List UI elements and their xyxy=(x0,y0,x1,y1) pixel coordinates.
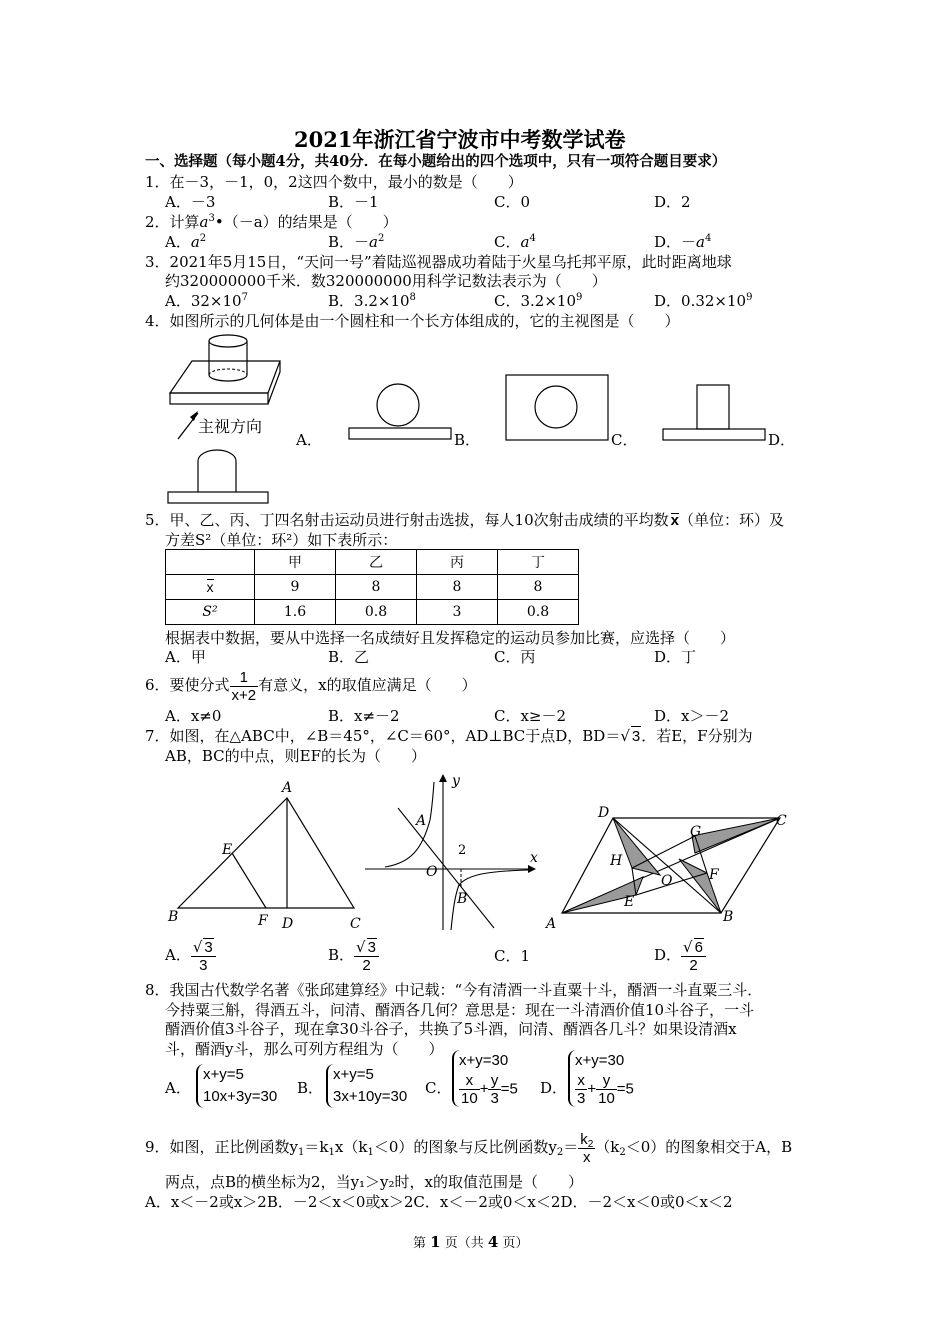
table-cell: x xyxy=(166,575,255,600)
q6-stem: 6．要使分式 $\frac{1}{x+2}$ 有意义，x的取值应满足（ ） xyxy=(145,668,477,704)
q4-option-d-view xyxy=(166,447,270,507)
point-label: D xyxy=(598,805,610,821)
q5-line3: 根据表中数据，要从中选择一名成绩好且发挥稳定的运动员参加比赛，应选择（ ） xyxy=(165,629,736,647)
q8-option-c[interactable]: x+y=30 $\frac{x}{10}$ + $\frac{y}{3}$ =5 xyxy=(452,1050,518,1107)
q5-option-a[interactable]: A．甲 xyxy=(165,648,206,666)
q3-option-b[interactable]: B．$3.2\times 10^8$ xyxy=(328,292,416,310)
q3-option-d[interactable]: D．$0.32\times 10^9$ xyxy=(654,292,753,310)
q7-triangle-figure xyxy=(160,778,370,936)
q2-option-d[interactable]: D．$-a^4$ xyxy=(654,233,712,251)
q8-line2: 今持粟三斛，得酒五斗，问清、醑酒各几何？意思是：现在一斗清酒价值10斗谷子，一斗 xyxy=(165,1001,755,1019)
q1-stem: 1．在－3，－1，0，2这四个数中，最小的数是（ ） xyxy=(145,173,523,191)
q5-line1: 5．甲、乙、丙、丁四名射击运动员进行射击选拔，每人10次射击成绩的平均数 x（单位：环）及 xyxy=(145,511,784,529)
q10-parallelogram-figure xyxy=(540,803,800,933)
table-cell: 8 xyxy=(417,575,498,600)
q9-line1: 9．如图，正比例函数$y_1=k_1x(k_1<0)$的图象与反比例函数$y_2=$ $\frac{k_2}{x}$ $(k_2<0)$的图象相交于A，B xyxy=(145,1130,793,1166)
q1-option-c[interactable]: C．0 xyxy=(494,193,531,211)
point-label: F xyxy=(709,867,719,883)
q5-option-c[interactable]: C．丙 xyxy=(494,648,536,666)
section-heading: 一、选择题（每小题4分，共40分．在每小题给出的四个选项中，只有一项符合题目要求） xyxy=(145,153,727,170)
q2-stem: 2．计算$a^3•(-a)$的结果是（ ） xyxy=(145,213,398,231)
table-cell: 8 xyxy=(498,575,579,600)
table-cell: 0.8 xyxy=(336,600,417,625)
table-cell: 1.6 xyxy=(255,600,336,625)
q8-option-c-label[interactable]: C． xyxy=(425,1079,452,1097)
q5-line2: 方差S²（单位：环²）如下表所示： xyxy=(165,531,398,549)
q7-option-b[interactable]: B． $\frac{√ 3}{2}$ xyxy=(328,936,379,974)
table-cell: S² xyxy=(166,600,255,625)
table-cell: 丁 xyxy=(498,550,579,575)
q3-line1: 3．2021年5月15日，“天问一号”着陆巡视器成功着陆于火星乌托邦平原，此时距离地球 xyxy=(145,253,732,271)
q9-line2: 两点，点B的横坐标为2，当y₁＞y₂时，x的取值范围是（ ） xyxy=(165,1173,584,1191)
table-cell: 3 xyxy=(417,600,498,625)
table-cell: 9 xyxy=(255,575,336,600)
q4-option-a[interactable]: A． xyxy=(296,431,322,449)
q4-option-b-view xyxy=(505,374,609,442)
q8-option-a[interactable]: x+y=5 10x+3y=30 xyxy=(196,1064,277,1108)
point-label: C xyxy=(350,916,361,932)
q4-option-b[interactable]: B． xyxy=(454,431,481,449)
q1-option-d[interactable]: D．2 xyxy=(654,193,691,211)
q7-option-a[interactable]: A． $\frac{√ 3}{3}$ xyxy=(165,936,216,974)
q8-option-b-label[interactable]: B． xyxy=(297,1079,324,1097)
q8-line1: 8．我国古代数学名著《张邱建算经》中记载：“今有清酒一斗直粟十斗，醑酒一斗直粟三斗． xyxy=(145,981,763,999)
q4-stem: 4．如图所示的几何体是由一个圆柱和一个长方体组成的，它的主视图是（ ） xyxy=(145,312,680,330)
page-title: 2021年浙江省宁波市中考数学试卷 xyxy=(294,127,626,152)
q7-option-c[interactable]: C．1 xyxy=(494,947,531,965)
point-label: G xyxy=(690,824,702,840)
q2-option-a[interactable]: A．$a^2$ xyxy=(165,233,207,251)
q4-direction-label: 主视方向 xyxy=(198,419,263,436)
q8-option-d[interactable]: x+y=30 $\frac{x}{3}$ + $\frac{y}{10}$ =5 xyxy=(568,1050,634,1107)
q6-option-d[interactable]: D．x＞－2 xyxy=(654,707,730,725)
point-label: F xyxy=(258,913,268,929)
table-cell: 0.8 xyxy=(498,600,579,625)
q8-option-a-label[interactable]: A． xyxy=(165,1079,191,1097)
table-cell: 乙 xyxy=(336,550,417,575)
q7-option-d[interactable]: D． $\frac{√ 6}{2}$ xyxy=(654,936,706,974)
q2-option-c[interactable]: C．$a^4$ xyxy=(494,233,536,251)
table-row xyxy=(166,575,579,600)
page-footer: 第 1 页（共 4 页） xyxy=(413,1233,529,1251)
q5-option-d[interactable]: D．丁 xyxy=(654,648,697,666)
point-label: B xyxy=(457,891,468,907)
q4-option-a-view xyxy=(347,380,453,445)
table-cell: 甲 xyxy=(255,550,336,575)
axis-label: x xyxy=(530,850,538,866)
point-label: O xyxy=(661,873,673,889)
q9-options[interactable]: A．x＜－2或x＞2B．－2＜x＜0或x＞2C．x＜－2或0＜x＜2D．－2＜x＜0或0＜x＜2 xyxy=(145,1193,733,1211)
point-label: B xyxy=(168,909,179,925)
q3-option-c[interactable]: C．$3.2\times 10^9$ xyxy=(494,292,583,310)
tick-label: 2 xyxy=(458,843,467,858)
table-cell: 8 xyxy=(336,575,417,600)
q6-option-a[interactable]: A．x≠0 xyxy=(165,707,222,725)
point-label: D xyxy=(282,916,294,932)
q1-option-a[interactable]: A．－3 xyxy=(165,193,216,211)
point-label: E xyxy=(222,842,233,858)
q4-option-d[interactable]: D． xyxy=(768,431,796,449)
point-label: B xyxy=(723,909,734,925)
table-row xyxy=(166,550,579,575)
point-label: H xyxy=(610,853,623,869)
table-cell xyxy=(166,550,255,575)
q4-option-c[interactable]: C． xyxy=(611,431,638,449)
q6-option-b[interactable]: B．x≠－2 xyxy=(328,707,400,725)
q2-option-b[interactable]: B．$-a^2$ xyxy=(328,233,385,251)
q7-line1: 7．如图，在△ABC中，∠B＝45°，∠C＝60°，AD⊥BC于点D，BD＝√ 3．若E，F分别为 xyxy=(145,727,753,745)
q3-line2: 约320000000千米．数320000000用科学记数法表示为（ ） xyxy=(165,272,607,290)
point-label: A xyxy=(546,916,557,932)
table-cell: 丙 xyxy=(417,550,498,575)
point-label: A xyxy=(282,780,293,796)
q8-line3: 醑酒价值3斗谷子，现在拿30斗谷子，共换了5斗酒，问清、醑酒各几斗？如果设清酒x xyxy=(165,1020,737,1038)
q5-data-table xyxy=(165,549,579,625)
q7-line2: AB，BC的中点，则EF的长为（ ） xyxy=(165,747,426,765)
q3-option-a[interactable]: A．$32\times 10^7$ xyxy=(165,292,248,310)
q6-option-c[interactable]: C．x≥－2 xyxy=(494,707,567,725)
point-label: E xyxy=(624,894,635,910)
q5-option-b[interactable]: B．乙 xyxy=(328,648,370,666)
q8-option-b[interactable]: x+y=5 3x+10y=30 xyxy=(326,1064,407,1108)
axis-label: y xyxy=(452,773,460,789)
q4-option-c-view xyxy=(662,383,766,443)
q9-function-graph xyxy=(360,770,545,935)
point-label: A xyxy=(416,813,427,829)
point-label: C xyxy=(776,813,787,829)
q8-line4: 斗，醑酒y斗，那么可列方程组为（ ） xyxy=(165,1040,444,1058)
point-label: O xyxy=(426,864,438,880)
table-row xyxy=(166,600,579,625)
q8-option-d-label[interactable]: D． xyxy=(540,1079,568,1097)
q1-option-b[interactable]: B．－1 xyxy=(328,193,379,211)
